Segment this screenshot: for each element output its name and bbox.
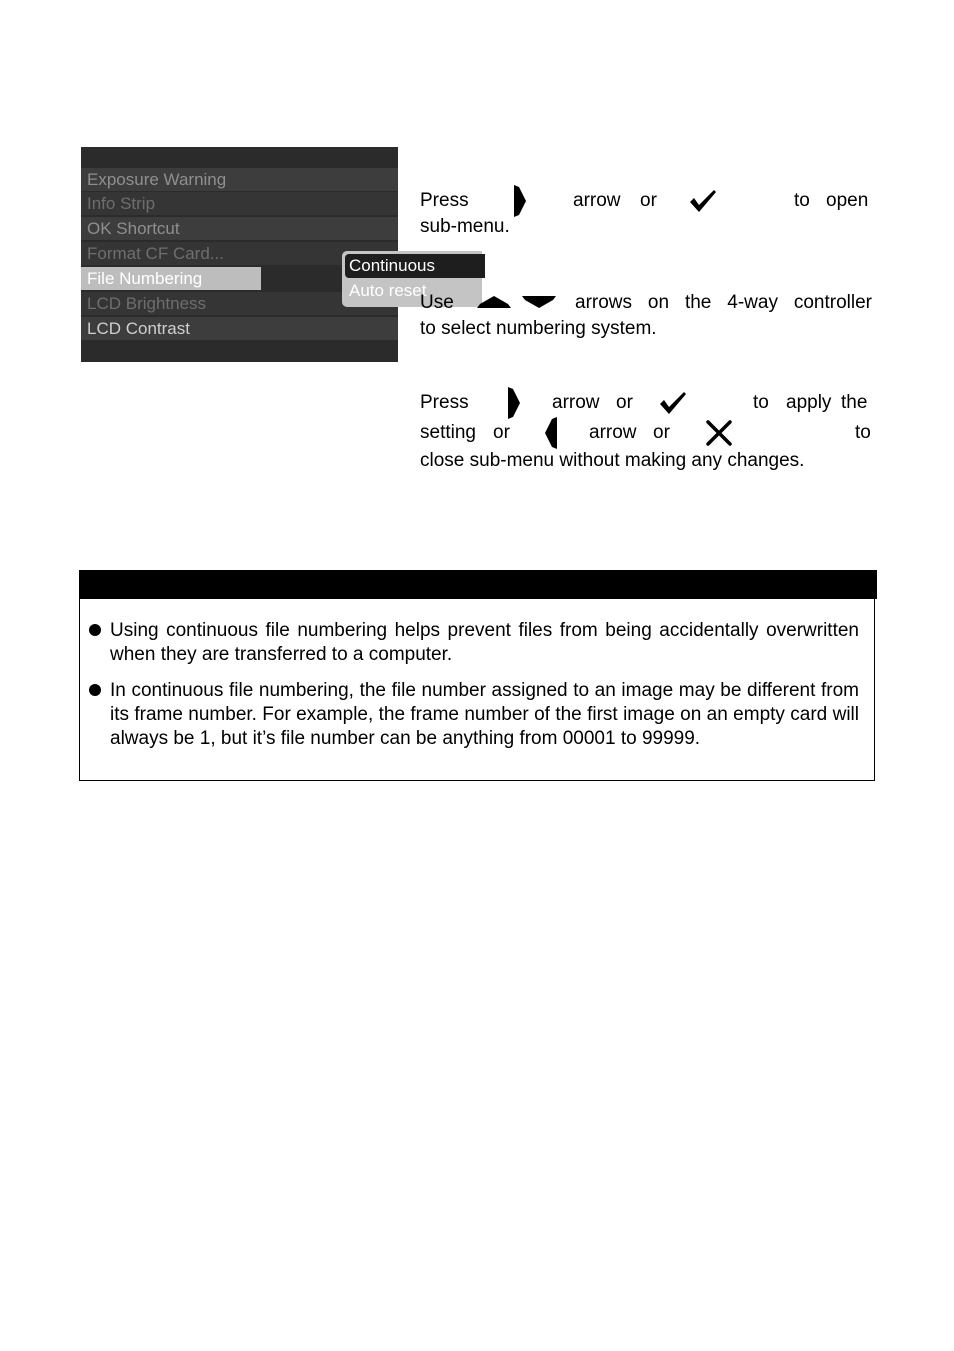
menu-item-lcd-contrast: LCD Contrast	[81, 317, 398, 340]
up-arrow-icon	[477, 296, 511, 310]
step2-line2: to select numbering system.	[420, 318, 657, 339]
left-arrow-icon	[543, 417, 559, 449]
instruction-open-submenu	[420, 188, 872, 240]
cross-icon	[706, 420, 732, 446]
right-arrow-icon	[506, 387, 522, 419]
word-use: Use	[420, 292, 454, 313]
word-arrow: arrow	[573, 190, 621, 211]
menu-item-format-cf-card: Format CF Card...	[81, 242, 398, 265]
menu-item-exposure-warning: Exposure Warning	[81, 168, 398, 191]
note-bullet-2: In continuous file numbering, the file number assigned to an image may be different from its frame number. For example, the frame number of the first image on an empty card will always be 1, but it’s file number can be anything from 00001 to 99999.	[110, 680, 859, 749]
right-arrow-icon	[512, 185, 528, 217]
submenu-item-auto-reset: Auto reset	[349, 281, 427, 300]
word-the: the	[841, 392, 868, 413]
bullet-icon	[89, 624, 101, 636]
down-arrow-icon	[522, 296, 556, 310]
word-or: or	[653, 422, 670, 443]
word-to: to	[794, 190, 810, 211]
checkmark-icon	[688, 188, 718, 214]
step2-line1-rest: arrows on the 4-way controller	[575, 292, 872, 313]
menu-item-lcd-brightness: LCD Brightness	[81, 292, 398, 315]
word-press: Press	[420, 190, 469, 211]
step3-line3: close sub-menu without making any changes.	[420, 450, 805, 471]
word-to: to	[753, 392, 769, 413]
word-to: to	[855, 422, 871, 443]
word-open: open	[826, 190, 869, 211]
word-or: or	[640, 190, 657, 211]
word-apply: apply	[786, 392, 832, 413]
instruction-apply-or-close	[420, 390, 872, 480]
instruction-select-numbering	[420, 290, 872, 342]
word-or: or	[616, 392, 633, 413]
note-header-bar	[79, 570, 877, 599]
menu-item-file-numbering: File Numbering	[81, 267, 261, 290]
menu-item-info-strip: Info Strip	[81, 192, 398, 215]
word-arrow: arrow	[552, 392, 600, 413]
submenu-item-continuous: Continuous	[345, 254, 485, 278]
bullet-icon	[89, 684, 101, 696]
word-press: Press	[420, 392, 469, 413]
checkmark-icon	[658, 390, 688, 416]
note-bullet-1: Using continuous file numbering helps prevent files from being accidentally overwritten when they are transferred to a computer.	[110, 620, 859, 665]
menu-item-ok-shortcut: OK Shortcut	[81, 217, 398, 240]
word-setting: setting	[420, 422, 476, 443]
word-arrow: arrow	[589, 422, 637, 443]
step1-line2: sub-menu.	[420, 216, 510, 237]
word-or: or	[493, 422, 510, 443]
camera-menu-screenshot	[81, 147, 436, 362]
